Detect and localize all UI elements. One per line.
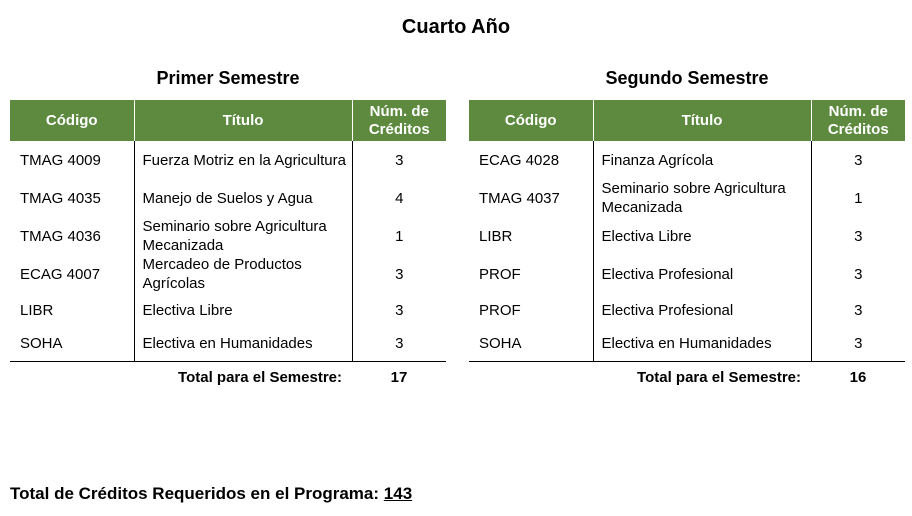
header-credits: Núm. de Créditos bbox=[352, 100, 446, 141]
course-title: Finanza Agrícola bbox=[593, 141, 811, 179]
course-code: ECAG 4028 bbox=[469, 141, 593, 179]
course-title: Manejo de Suelos y Agua bbox=[134, 179, 352, 217]
course-code: ECAG 4007 bbox=[10, 255, 134, 293]
semester-total-value: 17 bbox=[390, 369, 408, 386]
header-code: Código bbox=[10, 100, 134, 141]
table-row bbox=[10, 217, 446, 255]
course-code: TMAG 4009 bbox=[10, 141, 134, 179]
course-credits: 1 bbox=[395, 227, 404, 245]
course-title: Electiva en Humanidades bbox=[593, 327, 811, 361]
course-code: TMAG 4037 bbox=[469, 179, 593, 217]
header-title: Título bbox=[134, 100, 352, 141]
course-credits: 3 bbox=[395, 265, 404, 283]
course-title: Seminario sobre Agricultura Mecanizada bbox=[134, 217, 352, 255]
table-row bbox=[469, 217, 905, 255]
header-title: Título bbox=[593, 100, 811, 141]
table-row bbox=[10, 327, 446, 361]
course-credits: 3 bbox=[395, 151, 404, 169]
course-code: TMAG 4035 bbox=[10, 179, 134, 217]
semester-1-heading: Primer Semestre bbox=[156, 68, 300, 88]
table-header-row bbox=[10, 100, 446, 141]
course-credits: 3 bbox=[395, 301, 404, 319]
course-title: Fuerza Motriz en la Agricultura bbox=[134, 141, 352, 179]
course-code: SOHA bbox=[469, 327, 593, 361]
course-title: Electiva Profesional bbox=[593, 293, 811, 327]
course-title: Electiva Libre bbox=[134, 293, 352, 327]
table-row bbox=[469, 255, 905, 293]
course-credits: 1 bbox=[854, 189, 863, 207]
semester-1-total-row bbox=[10, 362, 446, 394]
course-credits: 3 bbox=[854, 151, 863, 169]
course-credits: 3 bbox=[854, 265, 863, 283]
course-code: PROF bbox=[469, 293, 593, 327]
course-credits: 3 bbox=[854, 301, 863, 319]
semester-2-table-block bbox=[469, 100, 905, 394]
course-title: Electiva Libre bbox=[593, 217, 811, 255]
semester-2-heading: Segundo Semestre bbox=[605, 68, 769, 88]
course-code: PROF bbox=[469, 255, 593, 293]
course-credits: 3 bbox=[811, 327, 905, 361]
program-total bbox=[10, 484, 412, 504]
table-row bbox=[10, 293, 446, 327]
course-code: LIBR bbox=[469, 217, 593, 255]
program-total-label: Total de Créditos Requeridos en el Programa: bbox=[10, 484, 380, 503]
header-credits: Núm. de Créditos bbox=[811, 100, 905, 141]
program-total-value: 143 bbox=[383, 484, 413, 503]
table-row bbox=[469, 327, 905, 361]
semester-total-value: 16 bbox=[849, 369, 867, 386]
table-row bbox=[469, 179, 905, 217]
course-credits: 4 bbox=[395, 189, 404, 207]
table-header-row bbox=[469, 100, 905, 141]
table-row bbox=[469, 293, 905, 327]
course-credits: 3 bbox=[854, 227, 863, 245]
course-title: Electiva en Humanidades bbox=[134, 327, 352, 361]
semester-total-label: Total para el Semestre: bbox=[637, 369, 801, 386]
course-code: SOHA bbox=[10, 327, 134, 361]
course-title: Seminario sobre Agricultura Mecanizada bbox=[593, 179, 811, 217]
table-row bbox=[10, 141, 446, 179]
semester-2-table bbox=[469, 100, 905, 362]
course-title: Mercadeo de Productos Agrícolas bbox=[134, 255, 352, 293]
course-credits: 3 bbox=[352, 327, 446, 361]
table-row bbox=[469, 141, 905, 179]
semester-1-table bbox=[10, 100, 446, 362]
page-title: Cuarto Año bbox=[401, 16, 511, 38]
course-code: LIBR bbox=[10, 293, 134, 327]
semester-2-total-row bbox=[469, 362, 905, 394]
course-code: TMAG 4036 bbox=[10, 217, 134, 255]
semester-total-label: Total para el Semestre: bbox=[178, 369, 342, 386]
table-row bbox=[10, 179, 446, 217]
table-row bbox=[10, 255, 446, 293]
course-title: Electiva Profesional bbox=[593, 255, 811, 293]
header-code: Código bbox=[469, 100, 593, 141]
semester-1-table-block bbox=[10, 100, 446, 394]
